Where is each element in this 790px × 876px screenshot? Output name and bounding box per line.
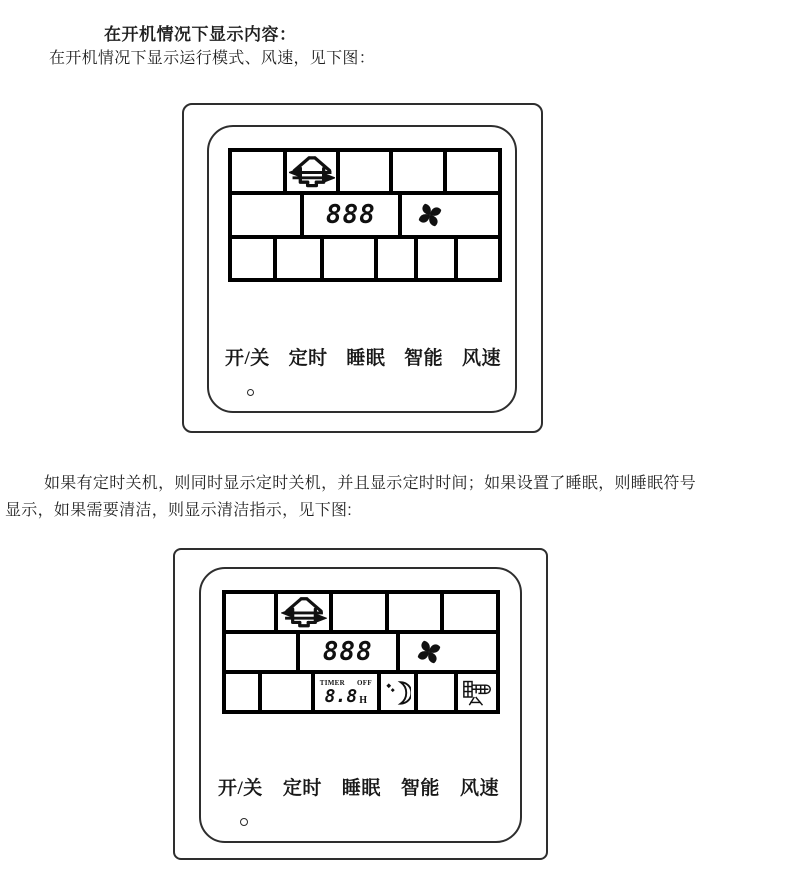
temp-display: 888: [325, 199, 376, 230]
lcd-cell-blank: [333, 594, 385, 630]
button-label-smart: 智能: [400, 778, 440, 799]
lcd-grid: [222, 590, 500, 714]
lcd-cell-blank: [418, 674, 454, 710]
lcd-cell-fan: [402, 195, 498, 234]
lcd-cell-mode: [287, 152, 336, 191]
button-label-fanspeed: 风速: [461, 348, 501, 369]
lcd-cell-blank: [444, 594, 496, 630]
button-label-smart: 智能: [404, 348, 444, 369]
lcd-row-modes: [232, 152, 498, 191]
lcd-cell-fan: [400, 634, 496, 670]
fan-speed-icon: [414, 637, 444, 667]
button-label-sleep: 睡眠: [341, 778, 381, 799]
timer-value-row: [318, 685, 374, 707]
lcd-cell-blank: [232, 152, 283, 191]
button-labels: [225, 343, 501, 370]
lcd-cell-blank: [277, 239, 320, 278]
button-label-timer: 定时: [282, 778, 322, 799]
intro-text: 在开机情况下显示运行模式、风速，见下图：: [49, 50, 376, 67]
lcd-cell-blank: [232, 239, 273, 278]
lcd-cell-clean: [458, 674, 496, 710]
paragraph-line-2: 显示，如果需要清洁，则显示清洁指示，见下图:: [5, 502, 353, 519]
button-labels: [218, 773, 499, 800]
sleep-moon-icon: [384, 679, 411, 706]
filter-clean-icon: [461, 677, 494, 707]
figure-controller-on: [182, 103, 543, 433]
lcd-grid: [228, 148, 502, 282]
lcd-cell-blank: [458, 239, 498, 278]
temp-display: 888: [322, 637, 373, 667]
lcd-cell-temp: [300, 634, 396, 670]
indicator-led: [247, 389, 254, 396]
house-auto-icon: [281, 595, 327, 630]
lcd-cell-blank: [393, 152, 443, 191]
timer-label: TIMER: [319, 678, 345, 687]
paragraph-line-1: 如果有定时关机，则同时显示定时关机，并且显示定时时间；如果设置了睡眠，则睡眠符号: [44, 475, 697, 492]
timer-unit: H: [359, 694, 367, 706]
lcd-row-indicators: [226, 674, 496, 710]
house-auto-icon: [289, 154, 335, 190]
lcd-cell-sleep: [381, 674, 414, 710]
indicator-led: [240, 818, 248, 826]
lcd-cell-temp: [304, 195, 397, 234]
lcd-cell-blank: [324, 239, 373, 278]
lcd-cell-blank: [226, 594, 274, 630]
lcd-cell-blank: [262, 674, 310, 710]
lcd-cell-blank: [418, 239, 454, 278]
button-label-power: 开/关: [218, 778, 263, 799]
lcd-row-modes: [226, 594, 496, 630]
timer-value: 8.8: [324, 685, 358, 707]
lcd-row-temp: [226, 634, 496, 670]
fan-speed-icon: [415, 200, 445, 230]
lcd-cell-blank: [447, 152, 498, 191]
lcd-cell-blank: [226, 674, 258, 710]
button-label-timer: 定时: [288, 348, 328, 369]
lcd-cell-blank: [232, 195, 300, 234]
timer-off-label: OFF: [357, 678, 372, 687]
lcd-row-temp: [232, 195, 498, 234]
lcd-cell-timer: [315, 674, 377, 710]
lcd-cell-blank: [378, 239, 414, 278]
lcd-cell-mode: [278, 594, 328, 630]
lcd-cell-blank: [340, 152, 388, 191]
button-label-sleep: 睡眠: [346, 348, 386, 369]
figure-controller-timer: [173, 548, 548, 860]
lcd-cell-blank: [226, 634, 296, 670]
lcd-row-indicators: [232, 239, 498, 278]
button-label-power: 开/关: [225, 348, 270, 369]
lcd-cell-blank: [389, 594, 440, 630]
button-label-fanspeed: 风速: [459, 778, 499, 799]
section-heading: 在开机情况下显示内容：: [104, 25, 297, 44]
